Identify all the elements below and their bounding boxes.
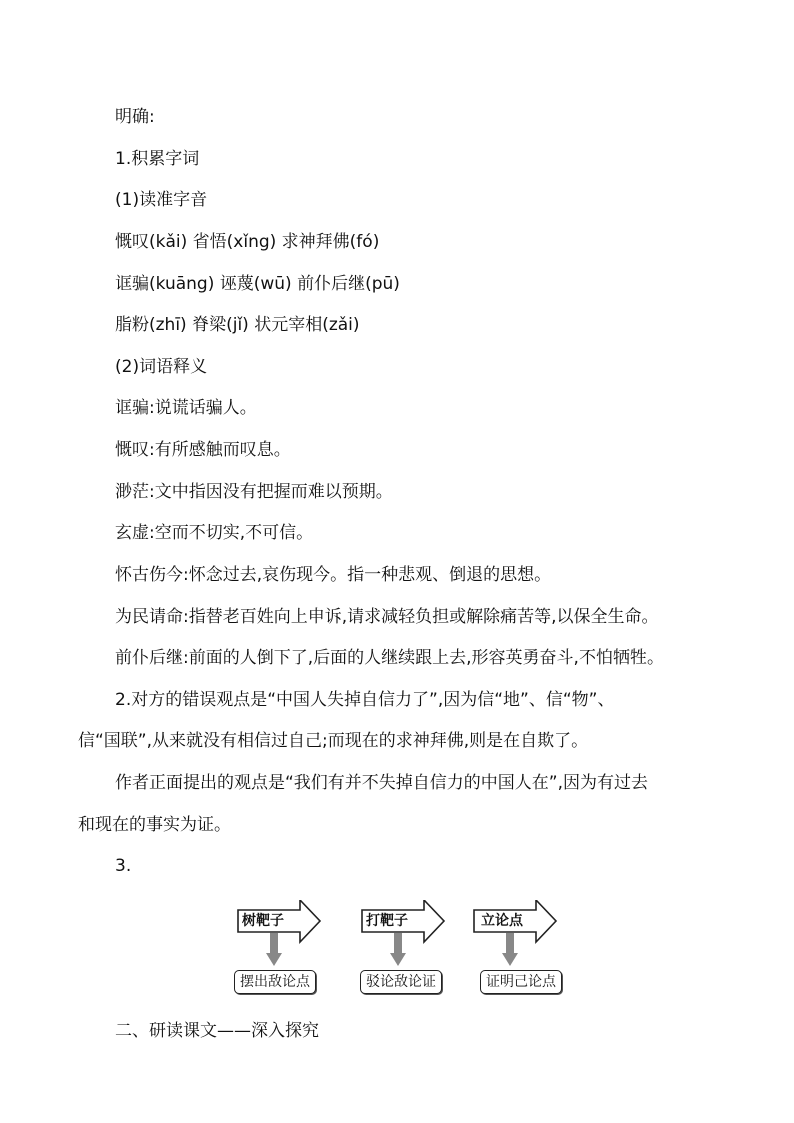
down-arrow-2-shaft bbox=[394, 933, 402, 954]
definition-weiminqingming: 为民请命:指替老百姓向上申诉,请求减轻负担或解除痛苦等,以保全生命。 bbox=[115, 607, 659, 627]
down-arrow-1-head bbox=[266, 953, 282, 966]
flow-result-2: 驳论敌论证 bbox=[360, 970, 442, 994]
down-arrow-2-head bbox=[390, 953, 406, 966]
definition-huaigushangjin: 怀古伤今:怀念过去,哀伤现今。指一种悲观、倒退的思想。 bbox=[115, 565, 552, 585]
item-3-label: 3. bbox=[115, 856, 132, 876]
definition-qianpuhouji: 前仆后继:前面的人倒下了,后面的人继续跟上去,形容英勇奋斗,不怕牺牲。 bbox=[115, 648, 664, 668]
subheading-definitions: (2)词语释义 bbox=[115, 357, 208, 377]
pronunciation-row-2: 诓骗(kuāng) 诬蔑(wū) 前仆后继(pū) bbox=[115, 274, 400, 294]
flow-step-2: 打靶子 bbox=[366, 913, 408, 929]
pronunciation-row-3: 脂粉(zhī) 脊梁(jǐ) 状元宰相(zǎi) bbox=[115, 315, 360, 335]
flow-result-3: 证明己论点 bbox=[480, 970, 562, 994]
flow-step-3: 立论点 bbox=[481, 913, 523, 929]
down-arrow-3-head bbox=[502, 953, 518, 966]
definition-xuanxu: 玄虚:空而不切实,不可信。 bbox=[115, 523, 314, 543]
down-arrow-3-shaft bbox=[506, 933, 514, 954]
subheading-pronunciation: (1)读准字音 bbox=[115, 190, 208, 210]
label-mingque: 明确: bbox=[115, 107, 155, 127]
heading-accumulate: 1.积累字词 bbox=[115, 149, 200, 169]
paragraph-2-line-2: 信“国联”,从来就没有相信过自己;而现在的求神拜佛,则是在自欺了。 bbox=[78, 731, 589, 751]
pronunciation-row-1: 慨叹(kǎi) 省悟(xǐng) 求神拜佛(fó) bbox=[115, 232, 380, 252]
flow-step-1: 树靶子 bbox=[242, 913, 284, 929]
paragraph-2-line-1: 2.对方的错误观点是“中国人失掉自信力了”,因为信“地”、信“物”、 bbox=[115, 690, 615, 710]
flow-result-1: 摆出敌论点 bbox=[234, 970, 316, 994]
definition-kaitan: 慨叹:有所感触而叹息。 bbox=[115, 440, 291, 460]
section-heading-2: 二、研读课文——深入探究 bbox=[115, 1021, 319, 1041]
down-arrow-1-shaft bbox=[270, 933, 278, 954]
definition-miaomang: 渺茫:文中指因没有把握而难以预期。 bbox=[115, 482, 393, 502]
definition-kuangpian: 诓骗:说谎话骗人。 bbox=[115, 398, 257, 418]
paragraph-3-line-2: 和现在的事实为证。 bbox=[78, 815, 231, 835]
paragraph-3-line-1: 作者正面提出的观点是“我们有并不失掉自信力的中国人在”,因为有过去 bbox=[115, 773, 649, 793]
refutation-flow-diagram bbox=[230, 900, 570, 1000]
